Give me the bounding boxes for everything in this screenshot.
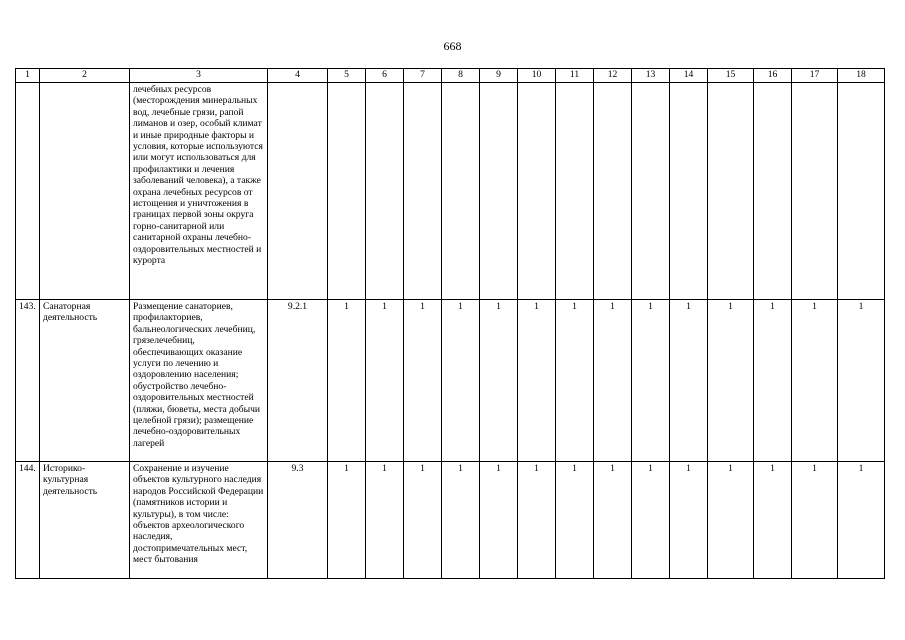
row-description: Размещение санаториев, профилакториев, бальнеологических лечебниц, грязелечебниц, обеспечивающих оказание услуги по лечению и оздоровлению населения; обустройство лечебно-оздоровительных местностей (пляжи, бюветы, места добычи целебной грязи); размещение лечебно-оздоровительных лагерей xyxy=(130,300,268,462)
column-header: 12 xyxy=(594,69,632,83)
row-code xyxy=(268,83,328,300)
row-activity-name xyxy=(40,83,130,300)
page-number: 668 xyxy=(443,39,462,53)
row-activity-name: Историко-культурная деятельность xyxy=(40,462,130,579)
column-header: 6 xyxy=(366,69,404,83)
value-cell: 1 xyxy=(480,462,518,579)
row-number: 143. xyxy=(16,300,40,462)
value-cell: 1 xyxy=(442,462,480,579)
value-cell: 1 xyxy=(556,300,594,462)
column-header: 7 xyxy=(404,69,442,83)
header-row xyxy=(16,69,885,83)
value-cell xyxy=(442,83,480,300)
column-header: 3 xyxy=(130,69,268,83)
value-cell: 1 xyxy=(594,462,632,579)
row-number xyxy=(16,83,40,300)
column-header: 17 xyxy=(792,69,838,83)
column-header: 15 xyxy=(708,69,754,83)
column-header: 16 xyxy=(754,69,792,83)
value-cell: 1 xyxy=(754,462,792,579)
column-header: 11 xyxy=(556,69,594,83)
row-description: Сохранение и изучение объектов культурного наследия народов Российской Федерации (памятников истории и культуры), в том числе: объектов археологического наследия, достопримечательных мест, мест бытования xyxy=(130,462,268,579)
value-cell: 1 xyxy=(708,462,754,579)
value-cell xyxy=(838,83,885,300)
value-cell: 1 xyxy=(754,300,792,462)
value-cell: 1 xyxy=(404,462,442,579)
value-cell: 1 xyxy=(442,300,480,462)
value-cell: 1 xyxy=(670,300,708,462)
land-use-table xyxy=(15,68,885,579)
value-cell: 1 xyxy=(670,462,708,579)
value-cell: 1 xyxy=(556,462,594,579)
value-cell: 1 xyxy=(792,462,838,579)
value-cell xyxy=(328,83,366,300)
value-cell xyxy=(792,83,838,300)
value-cell: 1 xyxy=(366,300,404,462)
row-description: лечебных ресурсов (месторождения минеральных вод, лечебные грязи, рапой лиманов и озер, особый климат и иные природные факторы и условия, которые используются или могут использоваться для профилактики и лечения заболеваний человека), а также охрана лечебных ресурсов от истощения и уничтожения в границах первой зоны округа горно-санитарной или санитарной охраны лечебно-оздоровительных местностей и курорта xyxy=(130,83,268,300)
value-cell: 1 xyxy=(594,300,632,462)
column-header: 8 xyxy=(442,69,480,83)
value-cell xyxy=(594,83,632,300)
table-row xyxy=(16,83,885,300)
column-header: 4 xyxy=(268,69,328,83)
column-header: 14 xyxy=(670,69,708,83)
column-header: 9 xyxy=(480,69,518,83)
value-cell xyxy=(708,83,754,300)
value-cell xyxy=(518,83,556,300)
value-cell: 1 xyxy=(328,300,366,462)
value-cell: 1 xyxy=(518,462,556,579)
column-header: 10 xyxy=(518,69,556,83)
column-header: 13 xyxy=(632,69,670,83)
column-header: 1 xyxy=(16,69,40,83)
value-cell: 1 xyxy=(838,462,885,579)
value-cell: 1 xyxy=(404,300,442,462)
column-header: 18 xyxy=(838,69,885,83)
row-code: 9.2.1 xyxy=(268,300,328,462)
row-activity-name: Санаторная деятельность xyxy=(40,300,130,462)
value-cell xyxy=(404,83,442,300)
row-code: 9.3 xyxy=(268,462,328,579)
value-cell xyxy=(366,83,404,300)
value-cell: 1 xyxy=(518,300,556,462)
value-cell xyxy=(670,83,708,300)
value-cell: 1 xyxy=(366,462,404,579)
value-cell xyxy=(556,83,594,300)
value-cell xyxy=(754,83,792,300)
value-cell: 1 xyxy=(838,300,885,462)
value-cell: 1 xyxy=(792,300,838,462)
value-cell xyxy=(632,83,670,300)
value-cell xyxy=(480,83,518,300)
table-row xyxy=(16,462,885,579)
value-cell: 1 xyxy=(632,300,670,462)
value-cell: 1 xyxy=(328,462,366,579)
column-header: 5 xyxy=(328,69,366,83)
value-cell: 1 xyxy=(708,300,754,462)
column-header: 2 xyxy=(40,69,130,83)
row-number: 144. xyxy=(16,462,40,579)
table-row xyxy=(16,300,885,462)
value-cell: 1 xyxy=(480,300,518,462)
value-cell: 1 xyxy=(632,462,670,579)
